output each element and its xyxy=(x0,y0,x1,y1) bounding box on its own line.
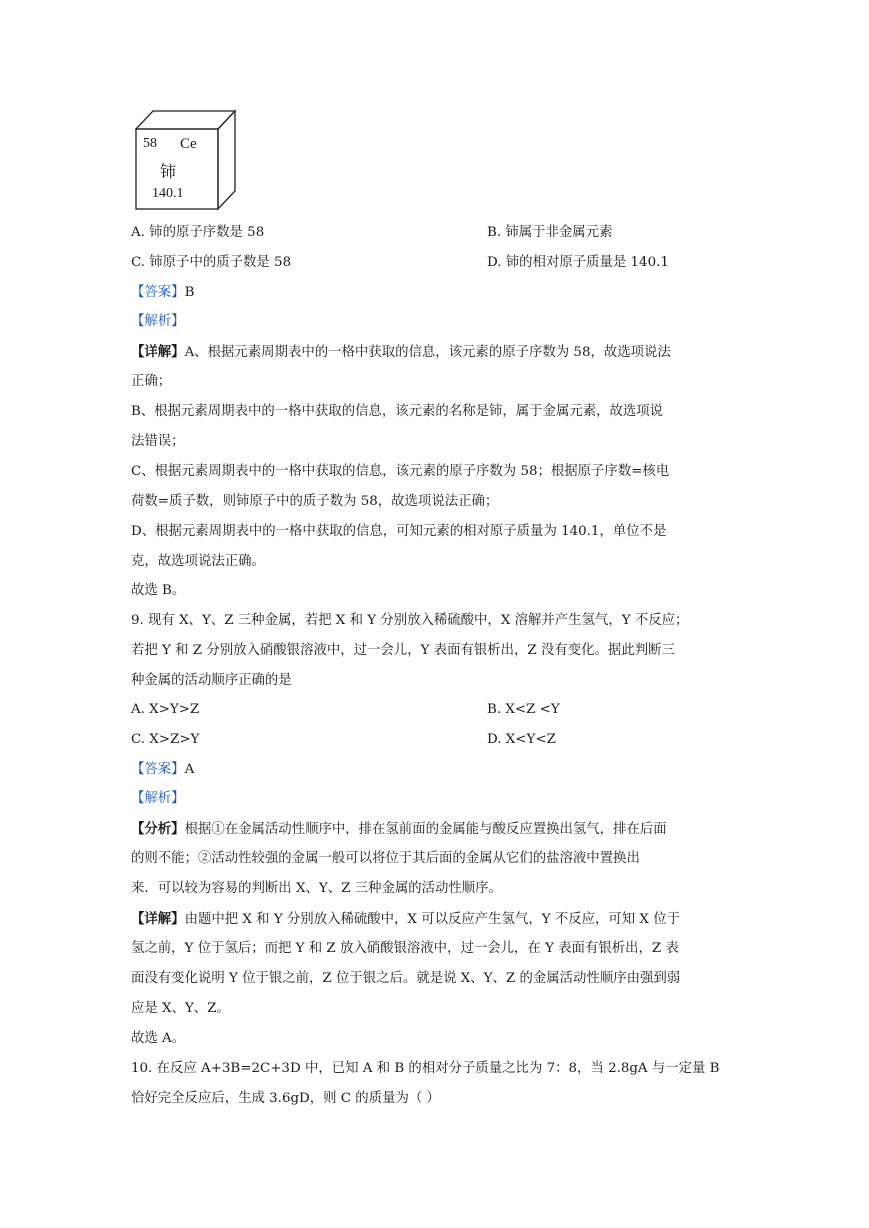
answer-label: 【答案】 xyxy=(131,762,185,777)
q9-detail-line: 面没有变化说明 Y 位于银之前，Z 位于银之后。就是说 X、Y、Z 的金属活动性顺序由强到弱 xyxy=(131,971,681,986)
q9-option-b: B. X<Z <Y xyxy=(487,702,560,717)
q9-answer xyxy=(131,760,194,780)
q8-option-d: D. 铈的相对原子质量是 140.1 xyxy=(487,255,669,270)
q8-detail-line: B、根据元素周期表中的一格中获取的信息，该元素的名称是铈，属于金属元素，故选项说 xyxy=(131,404,664,419)
cube-outline xyxy=(133,107,243,213)
element-symbol: Ce xyxy=(180,136,197,152)
q9-detail-line xyxy=(131,909,680,930)
answer-value: B xyxy=(184,285,195,300)
fenxi-label: 【分析】 xyxy=(131,821,185,837)
q9-analysis-label xyxy=(131,789,185,809)
q8-detail-line: 法错误； xyxy=(131,434,185,449)
element-name: 铈 xyxy=(160,164,177,181)
q8-option-a: A. 铈的原子序数是 58 xyxy=(131,225,265,240)
q9-option-d: D. X<Y<Z xyxy=(487,732,556,747)
cerium-element-box xyxy=(133,107,243,213)
q8-detail-line: D、根据元素周期表中的一格中获取的信息，可知元素的相对原子质量为 140.1，单位不是 xyxy=(131,524,667,539)
q9-stem-line: 9. 现有 X、Y、Z 三种金属，若把 X 和 Y 分别放入稀硫酸中，X 溶解并产生氢气，Y 不反应； xyxy=(131,613,689,628)
analysis-label: 【解析】 xyxy=(131,314,185,329)
q8-option-c: C. 铈原子中的质子数是 58 xyxy=(131,255,292,270)
q8-analysis-label xyxy=(131,312,185,332)
atomic-number: 58 xyxy=(143,136,157,151)
q8-detail-line: 正确； xyxy=(131,374,172,389)
q9-detail-line: 应是 X、Y、Z。 xyxy=(131,1001,230,1016)
q9-fenxi-line: 的则不能；②活动性较强的金属一般可以将位于其后面的金属从它们的盐溶液中置换出 xyxy=(131,851,640,866)
q9-option-c: C. X>Z>Y xyxy=(131,732,200,747)
q9-option-a: A. X>Y>Z xyxy=(131,702,200,717)
q8-detail-line xyxy=(131,342,671,363)
analysis-label: 【解析】 xyxy=(131,791,185,806)
q8-detail-line: 克，故选项说法正确。 xyxy=(131,554,265,569)
detail-text: 由题中把 X 和 Y 分别放入稀硫酸中，X 可以反应产生氢气，Y 不反应，可知 X 位于 xyxy=(184,912,681,927)
detail-text: A、根据元素周期表中的一格中获取的信息，该元素的原子序数为 58，故选项说法 xyxy=(184,345,671,360)
answer-label: 【答案】 xyxy=(131,285,185,300)
q9-stem-line: 种金属的活动顺序正确的是 xyxy=(131,673,292,688)
detail-label: 【详解】 xyxy=(131,911,185,927)
q8-detail-line: C、根据元素周期表中的一格中获取的信息，该元素的原子序数为 58；根据原子序数=核电 xyxy=(131,464,670,479)
q9-conclusion: 故选 A。 xyxy=(131,1031,186,1046)
q8-option-b: B. 铈属于非金属元素 xyxy=(487,225,613,240)
q8-answer xyxy=(131,283,194,303)
q9-detail-line: 氢之前，Y 位于氢后；而把 Y 和 Z 放入硝酸银溶液中，过一会儿，在 Y 表面有银析出，Z 表 xyxy=(131,941,679,956)
q10-stem-line: 10. 在反应 A+3B=2C+3D 中，已知 A 和 B 的相对分子质量之比为 7：8，当 2.8gA 与一定量 B xyxy=(131,1061,720,1076)
atomic-mass: 140.1 xyxy=(152,186,184,201)
fenxi-text: 根据①在金属活动性顺序中，排在氢前面的金属能与酸反应置换出氢气，排在后面 xyxy=(184,822,667,837)
q9-fenxi-line: 来．可以较为容易的判断出 X、Y、Z 三种金属的活动性顺序。 xyxy=(131,881,502,896)
q10-stem-line: 恰好完全反应后，生成 3.6gD，则 C 的质量为（ ） xyxy=(131,1091,440,1106)
q8-detail-line: 荷数=质子数，则铈原子中的质子数为 58，故选项说法正确； xyxy=(131,494,499,509)
detail-label: 【详解】 xyxy=(131,344,185,360)
q9-stem-line: 若把 Y 和 Z 分别放入硝酸银溶液中，过一会儿，Y 表面有银析出，Z 没有变化。据此判断三 xyxy=(131,643,675,658)
answer-value: A xyxy=(184,762,195,777)
q9-fenxi-line xyxy=(131,819,667,840)
q8-conclusion: 故选 B。 xyxy=(131,583,186,598)
